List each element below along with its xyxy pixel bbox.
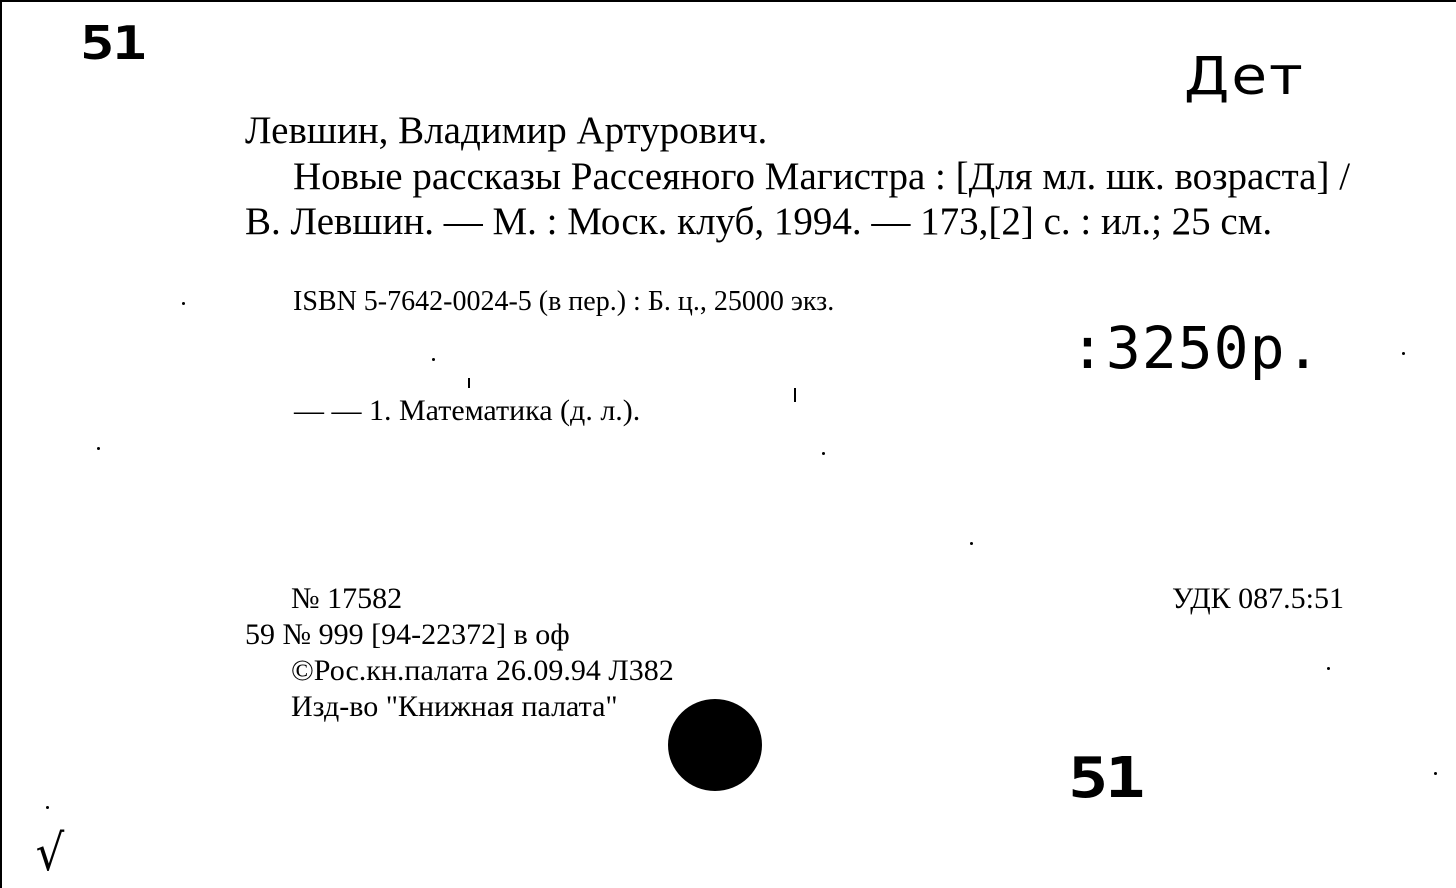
scan-speck [1434,772,1437,775]
scan-speck [1327,667,1330,670]
scan-mark [468,378,470,388]
number-line: № 17582 [291,582,403,615]
corner-handwritten-number: 51 [80,16,145,70]
udk-code: УДК 087.5:51 [1172,582,1345,615]
scan-mark [794,388,796,402]
scan-speck [97,447,100,450]
check-mark-icon: √ [35,824,65,882]
bottom-handwritten-number: 51 [1068,746,1142,811]
price-stamp: :3250р. [1070,314,1322,382]
scan-speck [182,302,185,305]
scan-speck [822,452,825,455]
publisher-line: Изд-во "Книжная палата" [291,690,618,723]
title-statement: Новые рассказы Рассеяного Магистра : [Для мл. шк. возраста] / В. Левшин. — М. : Моск. клуб, 1994. — 173,[2] с. : ил.; 25 см. [245,155,1351,243]
scan-speck [432,358,435,361]
scan-speck [970,542,973,545]
punch-hole [668,699,762,791]
subject-line: — — 1. Математика (д. л.). [294,394,641,427]
registration-line: 59 № 999 [94-22372] в оф [245,618,570,651]
isbn-line: ISBN 5-7642-0024-5 (в пер.) : Б. ц., 25000 экз. [293,286,835,317]
scan-speck [1402,352,1405,355]
copyright-line: ©Рос.кн.палата 26.09.94 Л382 [291,654,674,687]
author-heading: Левшин, Владимир Артурович. [245,109,768,152]
section-handwritten-mark: Дет [1184,45,1305,107]
scan-speck [46,806,49,809]
